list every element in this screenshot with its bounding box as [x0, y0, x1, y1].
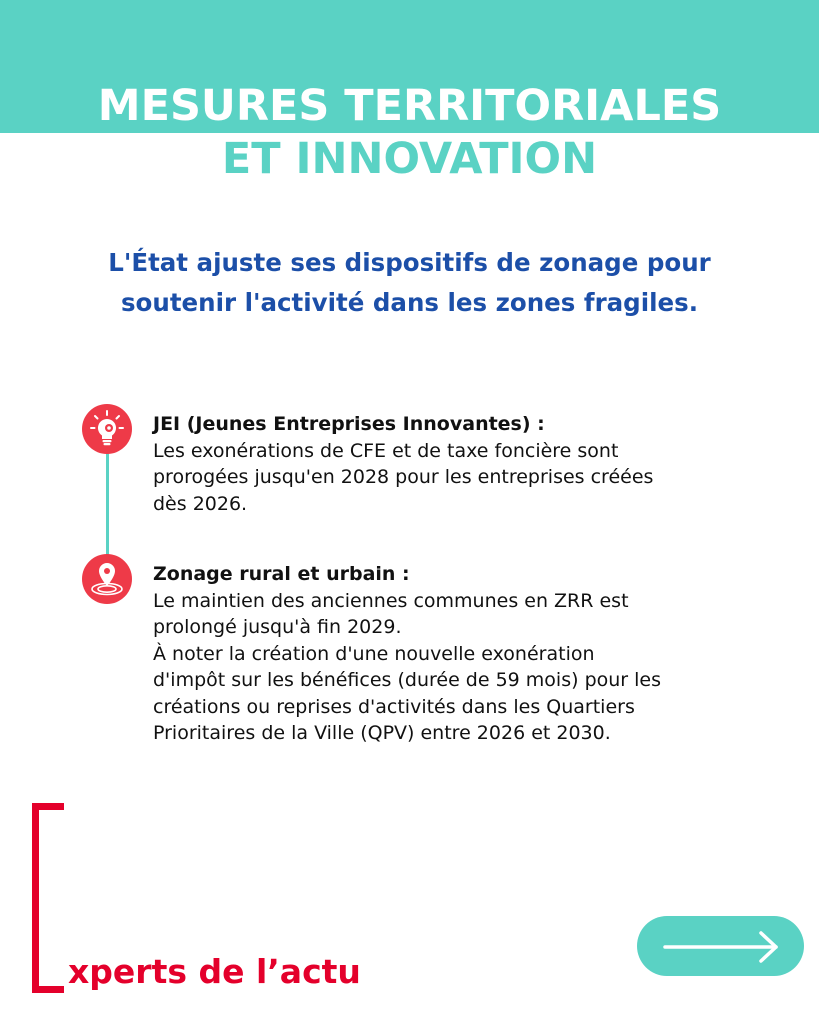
brand-logo-e	[32, 803, 64, 993]
subtitle-line-1: L'État ajuste ses dispositifs de zonage pour	[108, 248, 711, 277]
item-line: d'impôt sur les bénéfices (durée de 59 mois) pour les	[153, 669, 662, 691]
subtitle	[60, 243, 759, 323]
title-line-2: ET INNOVATION	[221, 134, 598, 184]
location-pin-icon	[82, 554, 132, 604]
item-jei	[153, 411, 733, 517]
brand-name: xperts de l’actu	[68, 952, 361, 991]
item-line: À noter la création d'une nouvelle exonération	[153, 642, 595, 665]
timeline-connector	[106, 452, 109, 556]
item-zonage	[153, 561, 733, 747]
lightbulb-gear-icon	[82, 404, 132, 454]
item-line: prorogées jusqu'en 2028 pour les entreprises créées	[153, 466, 654, 488]
title-line-1: MESURES TERRITORIALES	[97, 81, 722, 131]
subtitle-line-2: soutenir l'activité dans les zones fragiles.	[120, 288, 699, 317]
item-line: Prioritaires de la Ville (QPV) entre 2026 et 2030.	[153, 722, 611, 744]
next-button[interactable]	[637, 916, 804, 976]
arrow-right-icon	[637, 916, 804, 976]
item-line: Les exonérations de CFE et de taxe foncière sont	[153, 439, 619, 462]
item-line: créations ou reprises d'activités dans les Quartiers	[153, 695, 635, 718]
item-line: Le maintien des anciennes communes en ZRR est	[153, 589, 629, 612]
item-line: prolongé jusqu'à fin 2029.	[153, 616, 402, 638]
item-title: JEI (Jeunes Entreprises Innovantes) :	[153, 413, 545, 435]
item-title: Zonage rural et urbain :	[153, 563, 410, 585]
item-line: dès 2026.	[153, 492, 248, 515]
